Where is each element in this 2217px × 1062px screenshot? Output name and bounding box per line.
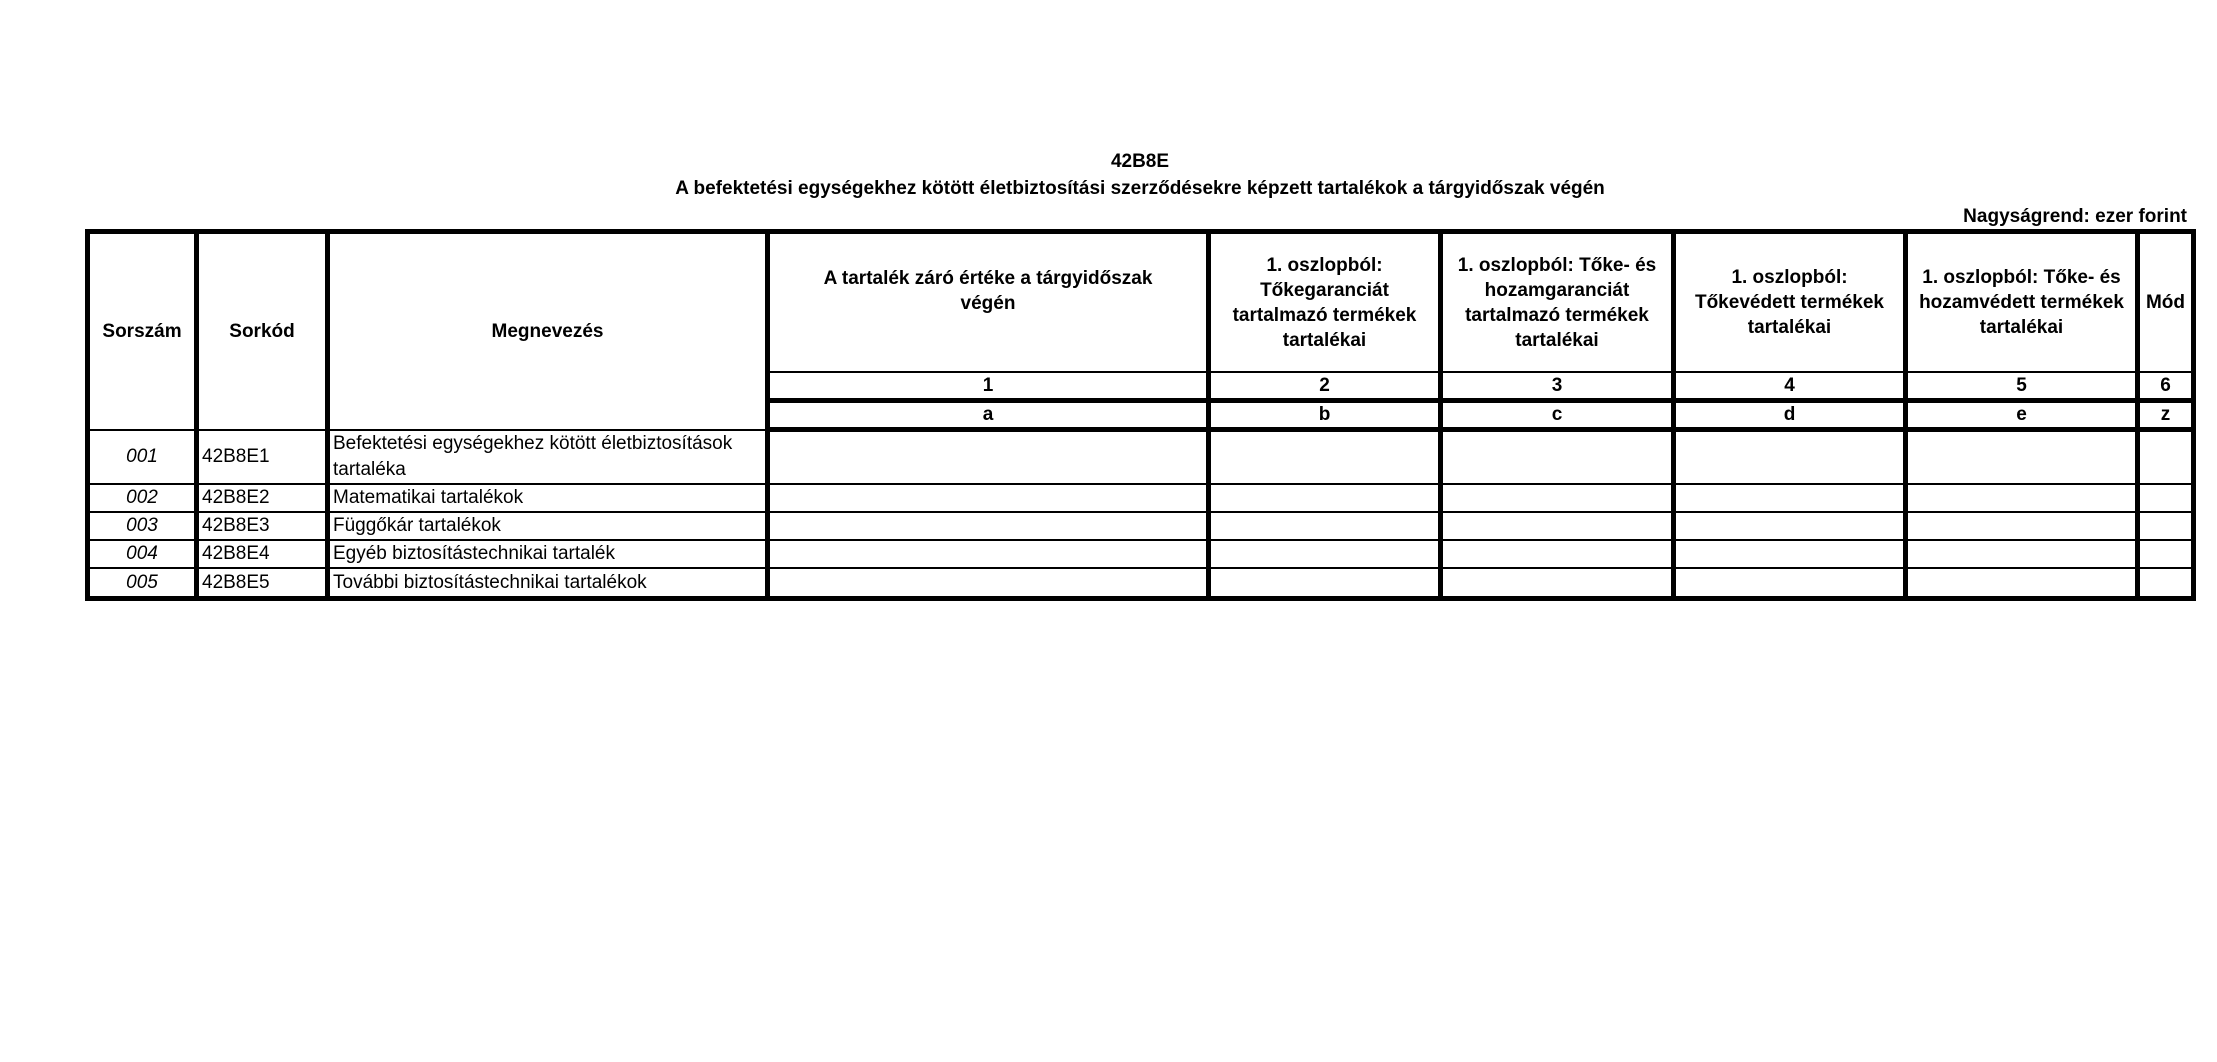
value-cell[interactable]	[1209, 430, 1441, 484]
value-cell[interactable]	[1906, 540, 2138, 568]
row-sorkod: 42B8E2	[197, 484, 328, 512]
unit-label: Nagyságrend: ezer forint	[1963, 206, 2187, 227]
row-sorszam: 003	[88, 512, 197, 540]
column-letter-cell: d	[1674, 400, 1906, 429]
row-sorszam: 004	[88, 540, 197, 568]
value-cell[interactable]	[1674, 430, 1906, 484]
report-code: 42B8E	[1110, 151, 1170, 172]
table-row	[88, 512, 2194, 540]
table-row	[88, 568, 2194, 598]
header-col4: 1. oszlopból: Tőkevédett termékek tartalékai	[1674, 232, 1906, 373]
row-sorkod: 42B8E4	[197, 540, 328, 568]
mod-cell[interactable]	[2138, 512, 2194, 540]
table-row	[88, 540, 2194, 568]
header-megnevezes: Megnevezés	[328, 232, 768, 430]
value-cell[interactable]	[1209, 568, 1441, 598]
row-megnevezes: Függőkár tartalékok	[328, 512, 768, 540]
header-col1: A tartalék záró értéke a tárgyidőszak végén	[768, 232, 1209, 373]
value-cell[interactable]	[1674, 540, 1906, 568]
row-sorkod: 42B8E5	[197, 568, 328, 598]
report-table	[85, 229, 2196, 601]
header-row	[88, 232, 2194, 373]
column-number-cell: 3	[1441, 372, 1674, 400]
value-cell[interactable]	[1906, 484, 2138, 512]
column-letter-cell: b	[1209, 400, 1441, 429]
column-number-cell: 2	[1209, 372, 1441, 400]
table-row	[88, 430, 2194, 484]
header-sorkod: Sorkód	[197, 232, 328, 430]
value-cell[interactable]	[1906, 568, 2138, 598]
value-cell[interactable]	[1906, 430, 2138, 484]
value-cell[interactable]	[1441, 540, 1674, 568]
row-sorszam: 002	[88, 484, 197, 512]
row-megnevezes: További biztosítástechnikai tartalékok	[328, 568, 768, 598]
value-cell[interactable]	[1906, 512, 2138, 540]
value-cell[interactable]	[768, 430, 1209, 484]
mod-cell[interactable]	[2138, 484, 2194, 512]
row-megnevezes: Befektetési egységekhez kötött életbiztosítások tartaléka	[328, 430, 768, 484]
header-sorszam: Sorszám	[88, 232, 197, 430]
value-cell[interactable]	[1674, 568, 1906, 598]
column-letter-cell: z	[2138, 400, 2194, 429]
column-number-cell: 5	[1906, 372, 2138, 400]
value-cell[interactable]	[1441, 484, 1674, 512]
header-col3: 1. oszlopból: Tőke- és hozamgaranciát tartalmazó termékek tartalékai	[1441, 232, 1674, 373]
header-col2: 1. oszlopból: Tőkegaranciát tartalmazó termékek tartalékai	[1209, 232, 1441, 373]
value-cell[interactable]	[768, 512, 1209, 540]
value-cell[interactable]	[1674, 484, 1906, 512]
row-sorkod: 42B8E3	[197, 512, 328, 540]
header-col5: 1. oszlopból: Tőke- és hozamvédett termékek tartalékai	[1906, 232, 2138, 373]
column-number-cell: 6	[2138, 372, 2194, 400]
mod-cell[interactable]	[2138, 430, 2194, 484]
row-megnevezes: Matematikai tartalékok	[328, 484, 768, 512]
row-sorszam: 001	[88, 430, 197, 484]
value-cell[interactable]	[768, 540, 1209, 568]
column-letter-cell: c	[1441, 400, 1674, 429]
column-number-cell: 4	[1674, 372, 1906, 400]
value-cell[interactable]	[1441, 568, 1674, 598]
column-number-cell: 1	[768, 372, 1209, 400]
column-letter-cell: a	[768, 400, 1209, 429]
mod-cell[interactable]	[2138, 568, 2194, 598]
column-letter-cell: e	[1906, 400, 2138, 429]
row-sorkod: 42B8E1	[197, 430, 328, 484]
header-mod: Mód	[2138, 232, 2194, 373]
value-cell[interactable]	[1441, 430, 1674, 484]
value-cell[interactable]	[768, 484, 1209, 512]
report-title: A befektetési egységekhez kötött életbiztosítási szerződésekre képzett tartalékok a tárgyidőszak végén	[675, 178, 1605, 199]
value-cell[interactable]	[1441, 512, 1674, 540]
value-cell[interactable]	[1674, 512, 1906, 540]
value-cell[interactable]	[1209, 484, 1441, 512]
value-cell[interactable]	[1209, 540, 1441, 568]
row-sorszam: 005	[88, 568, 197, 598]
value-cell[interactable]	[768, 568, 1209, 598]
table-row	[88, 484, 2194, 512]
mod-cell[interactable]	[2138, 540, 2194, 568]
row-megnevezes: Egyéb biztosítástechnikai tartalék	[328, 540, 768, 568]
value-cell[interactable]	[1209, 512, 1441, 540]
